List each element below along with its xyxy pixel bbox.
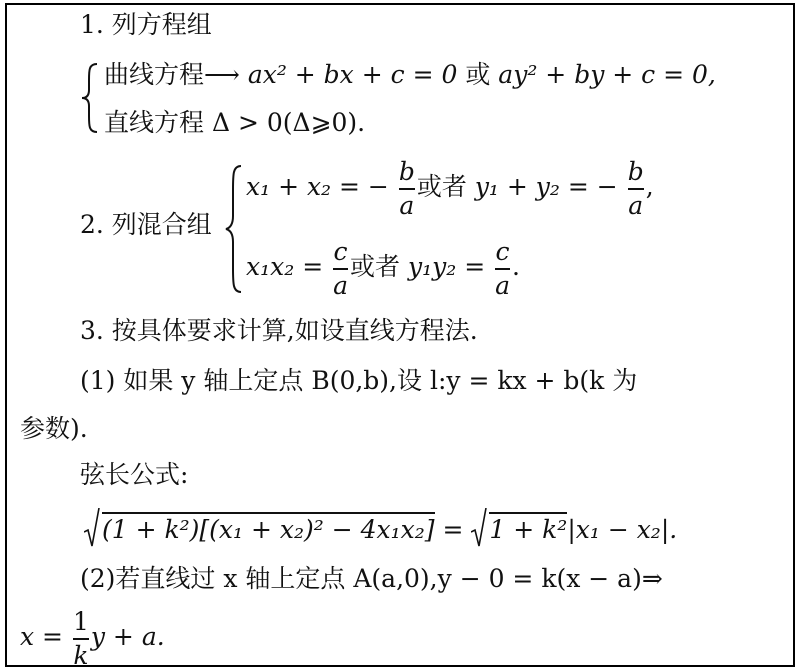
fraction-bar <box>399 188 415 190</box>
fraction-numerator: b <box>398 157 415 186</box>
comma: , <box>645 172 654 201</box>
fraction-1-over-k <box>73 608 89 669</box>
item1-row-a <box>104 62 716 87</box>
sum-x-roots: x₁ + x₂ = − <box>246 172 389 201</box>
rhs-expression: y + a. <box>90 622 165 651</box>
fraction-denominator: k <box>73 640 89 670</box>
fraction-bar <box>73 638 89 640</box>
fraction-bar <box>333 268 348 270</box>
fraction-bar <box>495 268 510 270</box>
line-equation-label: 直线方程 <box>104 108 205 137</box>
radical-icon <box>471 508 487 548</box>
para2-line2 <box>20 608 165 669</box>
product-y-roots: y₁y₂ = <box>407 252 486 281</box>
curve-equation-label: 曲线方程 <box>104 60 205 89</box>
radicand: 1 + k² <box>489 512 567 542</box>
fraction-denominator: a <box>495 270 511 300</box>
fraction-numerator: c <box>333 237 348 266</box>
or-else-label: 或者 <box>416 172 467 201</box>
chord-formula <box>84 512 677 542</box>
period: . <box>512 252 520 281</box>
fraction-numerator: 1 <box>72 607 89 636</box>
fraction-c-over-a-2 <box>495 238 510 299</box>
fraction-numerator: c <box>495 237 510 266</box>
sqrt-expression <box>84 512 435 542</box>
fraction-denominator: a <box>333 270 348 300</box>
curve-equation-x: ax² + bx + c = 0 <box>247 60 458 89</box>
fraction-denominator: a <box>628 190 644 220</box>
radical-icon <box>84 508 100 548</box>
para1-line2: 参数). <box>20 414 88 443</box>
fraction-b-over-a <box>399 158 415 219</box>
left-brace-icon <box>224 164 244 294</box>
or-label: 或 <box>465 60 491 89</box>
abs-difference: |x₁ − x₂|. <box>567 515 678 544</box>
left-brace-icon <box>80 62 100 134</box>
sqrt-expression-2 <box>471 512 567 542</box>
curve-equation-y: ay² + by + c = 0, <box>498 60 716 89</box>
para1-line1: (1) 如果 y 轴上定点 B(0,b),设 l:y = kx + b(k 为 <box>80 366 638 395</box>
product-x-roots: x₁x₂ = <box>246 252 324 281</box>
item2-row-a <box>246 158 654 219</box>
radicand: (1 + k²)[(x₁ + x₂)² − 4x₁x₂] <box>102 512 435 542</box>
discriminant-condition: Δ > 0(Δ⩾0). <box>211 108 366 137</box>
item2-heading: 2. 列混合组 <box>80 210 212 239</box>
right-arrow-icon: ⟶ <box>204 60 240 89</box>
lhs-x: x = <box>20 622 63 651</box>
fraction-c-over-a <box>333 238 348 299</box>
or-else-label: 或者 <box>350 252 401 281</box>
para2-line1: (2)若直线过 x 轴上定点 A(a,0),y − 0 = k(x − a)⇒ <box>80 564 663 593</box>
fraction-bar <box>628 188 644 190</box>
fraction-numerator: b <box>627 157 644 186</box>
item2-row-b <box>246 238 520 299</box>
item1-row-b <box>104 110 365 135</box>
fraction-denominator: a <box>399 190 415 220</box>
item3-heading: 3. 按具体要求计算,如设直线方程法. <box>80 316 478 345</box>
chord-length-label: 弦长公式: <box>80 460 189 489</box>
item1-heading: 1. 列方程组 <box>80 10 212 39</box>
sum-y-roots: y₁ + y₂ = − <box>474 172 618 201</box>
fraction-b-over-a-2 <box>628 158 644 219</box>
equals-sign: = <box>442 515 464 544</box>
